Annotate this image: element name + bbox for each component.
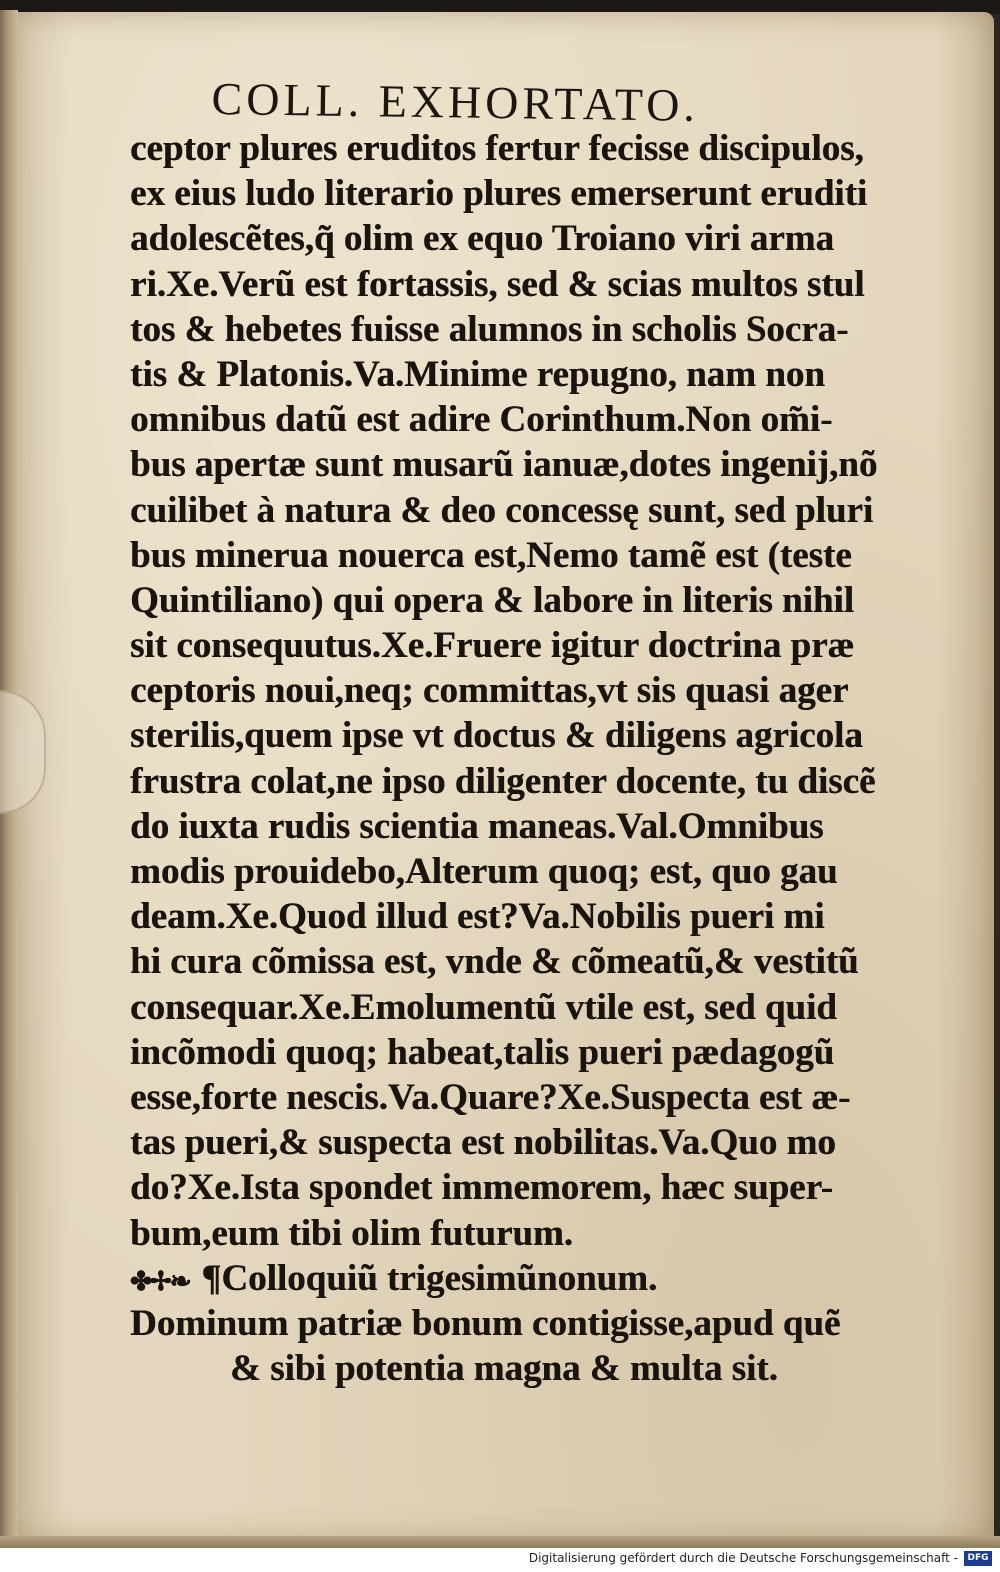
body-text [130,126,920,1391]
text-line: incõmodi quoq; habeat,talis pueri pædagogũ [130,1031,835,1073]
text-line: consequar.Xe.Emolumentũ vtile est, sed quid [130,986,837,1028]
text-line: do iuxta rudis scientia maneas.Val.Omnibus [130,805,824,847]
text-line: tos & hebetes fuisse alumnos in scholis Socra- [130,308,849,350]
text-line: hi cura cõmissa est, vnde & cõmeatũ,& vestitũ [130,941,859,983]
dfg-credit: Digitalisierung gefördert durch die Deutsche Forschungsgemeinschaft - [528,1551,958,1565]
text-line: omnibus datũ est adire Corinthum.Non om̃i- [130,399,833,441]
text-line: do?Xe.Ista spondet immemorem, hæc super- [130,1167,833,1209]
text-line: sit consequutus.Xe.Fruere igitur doctrina præ [130,625,855,667]
text-line: cuilibet à natura & deo concessę sunt, sed pluri [130,489,874,531]
running-head: COLL. EXHORTATO. [211,72,700,131]
text-line: tas pueri,& suspecta est nobilitas.Va.Quo mo [130,1122,836,1164]
text-line: modis prouidebo,Alterum quoq; est, quo gau [130,851,838,892]
text-line: tis & Platonis.Va.Minime repugno, nam non [130,353,825,395]
colloquy-title [130,1256,920,1301]
text-line: bus apertæ sunt musarũ ianuæ,dotes ingenij,nõ [130,444,878,486]
text-line: deam.Xe.Quod illud est?Va.Nobilis pueri mi [130,896,825,938]
colloquy-line: Dominum patriæ bonum contigisse,apud quẽ [130,1302,841,1344]
text-line: bus minerua nouerca est,Nemo tamẽ est (teste [130,534,852,576]
text-line: esse,forte nescis.Va.Quare?Xe.Suspecta est æ- [130,1076,851,1118]
text-line: ceptor plures eruditos fertur fecisse discipulos, [130,128,864,169]
text-line: bum,eum tibi olim futurum. [130,1212,574,1254]
text-line: sterilis,quem ipse vt doctus & diligens agricola [130,715,863,757]
text-line: ceptoris noui,neq; committas,vt sis quasi ager [130,670,849,712]
printer-ornament-icon: ✤✢❧ [130,1266,190,1296]
text-line: ri.Xe.Verũ est fortassis, sed & scias multos stul [130,263,865,305]
dfg-logo-icon: DFG [964,1551,992,1566]
page-bottom-edge [0,1536,1000,1548]
colloquy-title-text: ¶Colloquiũ trigesimũnonum. [201,1257,658,1299]
text-line: ex eius ludo literario plures emerserunt eruditi [130,173,868,215]
text-line: Quintiliano) qui opera & labore in literis nihil [130,579,854,621]
text-line: frustra colat,ne ipso diligenter docente, tu discẽ [130,760,876,802]
colloquy-line: & sibi potentia magna & multa sit. [230,1348,778,1390]
text-line: adolescẽtes,q̃ olim ex equo Troiano viri arma [130,218,834,260]
